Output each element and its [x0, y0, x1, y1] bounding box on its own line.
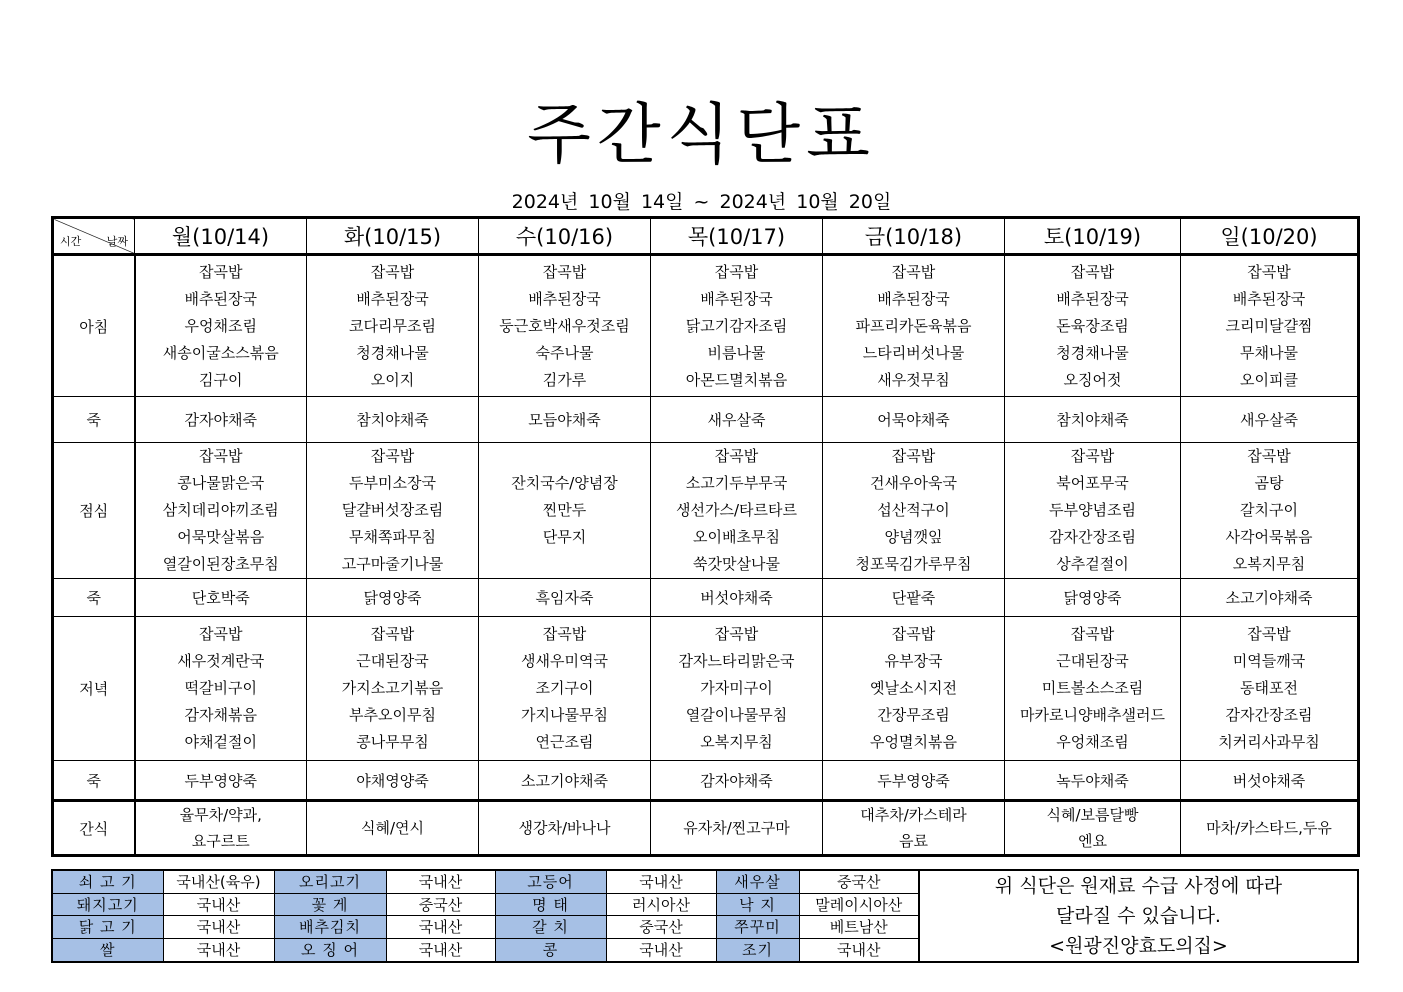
menu-item: 크리미달걀찜 — [1225, 316, 1313, 335]
menu-cell — [823, 443, 1005, 579]
menu-item: 감자간장조림 — [1225, 706, 1313, 724]
menu-cell — [135, 617, 307, 761]
origin-item-label: 새우살 — [716, 870, 799, 893]
origin-item-value: 중국산 — [799, 870, 919, 893]
menu-item: 부추오이무침 — [349, 706, 436, 724]
menu-item: 조기구이 — [535, 679, 594, 697]
menu-cell: 참치야채죽 — [1005, 397, 1181, 443]
menu-item: 오징어젓 — [1063, 370, 1122, 389]
origin-table — [51, 869, 1359, 963]
menu-item: 유자차/찐고구마 — [683, 819, 790, 837]
menu-cell — [1181, 801, 1359, 856]
menu-item: 우엉채조림 — [184, 316, 257, 335]
menu-item: 콩나물맑은국 — [177, 474, 265, 492]
menu-item: 근대된장국 — [356, 652, 429, 670]
menu-cell: 흑임자죽 — [479, 579, 651, 617]
menu-cell: 어묵야채죽 — [823, 397, 1005, 443]
meal-label: 죽 — [53, 761, 135, 801]
menu-item: 엔요 — [1078, 832, 1107, 850]
menu-item: 소고기두부무국 — [685, 474, 788, 492]
meal-label: 아침 — [53, 255, 135, 397]
origin-item-label: 조기 — [716, 939, 799, 962]
corner-time-label: 시간 — [60, 235, 82, 248]
menu-item: 생강차/바나나 — [518, 819, 611, 837]
menu-item: 근대된장국 — [1056, 652, 1129, 670]
menu-item: 삼치데리야끼조림 — [162, 501, 279, 519]
menu-cell — [1005, 443, 1181, 579]
menu-item: 가지소고기볶음 — [341, 679, 444, 697]
origin-row — [52, 870, 1358, 893]
menu-item: 사각어묵볶음 — [1225, 528, 1313, 546]
menu-cell: 녹두야채죽 — [1005, 761, 1181, 801]
menu-cell: 새우살죽 — [1181, 397, 1359, 443]
menu-item: 북어포무국 — [1056, 474, 1129, 492]
menu-item: 돈육장조림 — [1056, 316, 1129, 335]
origin-item-label: 콩 — [495, 939, 606, 962]
menu-item: 미트볼소스조림 — [1041, 679, 1144, 697]
menu-cell: 닭영양죽 — [307, 579, 479, 617]
menu-cell — [135, 443, 307, 579]
meal-row — [53, 617, 1359, 761]
menu-item: 비름나물 — [707, 343, 766, 362]
menu-item: 잡곡밥 — [370, 625, 415, 643]
menu-item: 연근조림 — [535, 733, 594, 751]
menu-item: 율무차/약과, — [179, 806, 262, 824]
menu-item: 배추된장국 — [877, 289, 950, 308]
origin-item-value: 말레이시아산 — [799, 893, 919, 916]
menu-item: 잡곡밥 — [542, 625, 587, 643]
menu-cell — [651, 617, 823, 761]
page-title: 주간식단표 — [527, 96, 876, 173]
origin-item-value: 국내산(육우) — [163, 870, 274, 893]
menu-cell — [651, 443, 823, 579]
menu-cell — [307, 801, 479, 856]
menu-cell: 모듬야채죽 — [479, 397, 651, 443]
date-range: 2024년 10월 14일 ~ 2024년 10월 20일 — [511, 191, 892, 213]
menu-item: 가자미구이 — [700, 679, 773, 697]
menu-item: 새우젓무침 — [877, 370, 950, 389]
origin-item-label: 쭈꾸미 — [716, 916, 799, 939]
menu-item: 오이피클 — [1240, 370, 1298, 389]
menu-item: 갈치구이 — [1240, 501, 1298, 519]
menu-item: 단무지 — [542, 528, 587, 546]
meal-label: 점심 — [53, 443, 135, 579]
meal-row — [53, 801, 1359, 856]
menu-item: 쑥갓맛살나물 — [693, 555, 780, 573]
menu-cell — [479, 801, 651, 856]
origin-item-label: 돼지고기 — [52, 893, 163, 916]
menu-cell — [1181, 617, 1359, 761]
menu-item: 배추된장국 — [1232, 289, 1306, 308]
origin-item-value: 국내산 — [163, 893, 274, 916]
menu-cell — [823, 617, 1005, 761]
menu-item: 닭고기감자조림 — [685, 316, 788, 335]
menu-item: 감자간장조림 — [1049, 528, 1136, 546]
menu-cell: 버섯야채죽 — [1181, 761, 1359, 801]
menu-item: 배추된장국 — [356, 289, 429, 308]
origin-item-label: 닭 고 기 — [52, 916, 163, 939]
menu-item: 코다리무조림 — [349, 316, 436, 335]
day-header: 수(10/16) — [479, 218, 651, 255]
menu-item: 잡곡밥 — [542, 262, 587, 281]
menu-item: 배추된장국 — [1056, 289, 1129, 308]
day-header: 화(10/15) — [307, 218, 479, 255]
menu-item: 요구르트 — [191, 832, 250, 850]
menu-item: 고구마줄기나물 — [341, 555, 444, 573]
menu-cell — [135, 255, 307, 397]
menu-cell: 닭영양죽 — [1005, 579, 1181, 617]
menu-item: 두부미소장국 — [349, 474, 436, 492]
menu-item: 잡곡밥 — [1070, 262, 1115, 281]
menu-item: 배추된장국 — [528, 289, 601, 308]
menu-cell — [479, 443, 651, 579]
meal-row — [53, 397, 1359, 443]
menu-item: 상추겉절이 — [1056, 555, 1129, 573]
menu-item: 오이배초무침 — [693, 528, 780, 546]
menu-item: 잔치국수/양념장 — [511, 474, 618, 492]
menu-item: 청경채나물 — [1056, 343, 1129, 362]
menu-item: 숙주나물 — [535, 343, 594, 362]
menu-item: 우엉멸치볶음 — [870, 733, 957, 751]
menu-item: 아몬드멸치볶음 — [685, 370, 788, 389]
menu-item: 느타리버섯나물 — [862, 343, 965, 362]
menu-cell: 야채영양죽 — [307, 761, 479, 801]
menu-cell — [307, 617, 479, 761]
menu-item: 찐만두 — [542, 501, 587, 519]
menu-cell — [307, 255, 479, 397]
weekly-menu-table — [51, 216, 1360, 857]
corner-date-label: 날짜 — [106, 235, 128, 248]
meal-label: 간식 — [53, 801, 135, 856]
menu-item: 음료 — [899, 832, 928, 850]
menu-item: 유부장국 — [884, 652, 943, 670]
menu-item: 잡곡밥 — [891, 447, 936, 465]
menu-item: 잡곡밥 — [1070, 625, 1115, 643]
origin-item-label: 쇠 고 기 — [52, 870, 163, 893]
menu-cell — [135, 801, 307, 856]
menu-cell — [1005, 255, 1181, 397]
menu-item: 잡곡밥 — [891, 625, 936, 643]
menu-cell — [479, 617, 651, 761]
meal-label: 죽 — [53, 397, 135, 443]
menu-item: 생새우미역국 — [521, 652, 608, 670]
menu-item: 미역들깨국 — [1232, 652, 1306, 670]
menu-cell: 감자야채죽 — [651, 761, 823, 801]
menu-item: 무채쪽파무침 — [349, 528, 436, 546]
origin-item-value: 국내산 — [799, 939, 919, 962]
menu-item: 잡곡밥 — [370, 262, 415, 281]
menu-item: 잡곡밥 — [714, 625, 759, 643]
menu-item: 배추된장국 — [700, 289, 773, 308]
origin-item-value: 국내산 — [163, 939, 274, 962]
day-header: 월(10/14) — [135, 218, 307, 255]
menu-item: 잡곡밥 — [1247, 447, 1291, 465]
origin-item-label: 오 징 어 — [274, 939, 386, 962]
origin-item-label: 고등어 — [495, 870, 606, 893]
menu-cell — [307, 443, 479, 579]
menu-item: 잡곡밥 — [1070, 447, 1115, 465]
menu-item: 달걀버섯장조림 — [341, 501, 444, 519]
menu-item: 어묵맛살볶음 — [177, 528, 265, 546]
origin-item-label: 명 태 — [495, 893, 606, 916]
menu-item: 섭산적구이 — [877, 501, 950, 519]
menu-item: 떡갈비구이 — [184, 679, 257, 697]
meal-row — [53, 579, 1359, 617]
menu-item: 열갈이된장초무침 — [162, 555, 279, 573]
menu-item: 건새우아욱국 — [870, 474, 957, 492]
menu-item: 치커리사과무침 — [1218, 733, 1320, 751]
menu-item: 김가루 — [542, 370, 587, 389]
menu-item: 새송이굴소스볶음 — [162, 343, 279, 362]
origin-item-label: 낙 지 — [716, 893, 799, 916]
day-header: 금(10/18) — [823, 218, 1005, 255]
menu-item: 열갈이나물무침 — [685, 706, 788, 724]
menu-item: 김구이 — [199, 370, 243, 389]
menu-item: 잡곡밥 — [714, 447, 759, 465]
menu-cell — [1005, 617, 1181, 761]
menu-item: 콩나무무침 — [356, 733, 429, 751]
meal-label: 죽 — [53, 579, 135, 617]
menu-item: 배추된장국 — [184, 289, 257, 308]
menu-item: 오이지 — [370, 370, 415, 389]
origin-item-label: 갈 치 — [495, 916, 606, 939]
menu-item: 마카로니양배추샐러드 — [1020, 706, 1165, 724]
notice-line: 위 식단은 원재료 수급 사정에 따라 — [994, 875, 1283, 897]
menu-cell — [1181, 443, 1359, 579]
menu-item: 감자채볶음 — [184, 706, 257, 724]
menu-item: 파프리카돈육볶음 — [855, 316, 972, 335]
menu-item: 잡곡밥 — [199, 447, 243, 465]
menu-cell: 버섯야채죽 — [651, 579, 823, 617]
origin-item-value: 국내산 — [386, 916, 495, 939]
menu-item: 곰탕 — [1254, 474, 1284, 492]
menu-item: 식혜/연시 — [360, 819, 424, 837]
menu-item: 잡곡밥 — [370, 447, 415, 465]
menu-item: 청포묵김가루무침 — [855, 555, 972, 573]
day-header: 토(10/19) — [1005, 218, 1181, 255]
menu-item: 식혜/보름달빵 — [1046, 806, 1139, 824]
origin-item-label: 꽃 게 — [274, 893, 386, 916]
menu-item: 청경채나물 — [356, 343, 429, 362]
menu-item: 오복지무침 — [700, 733, 773, 751]
notice-box — [919, 870, 1358, 962]
menu-item: 우엉채조림 — [1056, 733, 1129, 751]
menu-item: 감자느타리맑은국 — [678, 652, 795, 670]
menu-cell: 새우살죽 — [651, 397, 823, 443]
menu-cell: 두부영양죽 — [823, 761, 1005, 801]
meal-row — [53, 761, 1359, 801]
origin-item-value: 국내산 — [386, 939, 495, 962]
menu-item: 잡곡밥 — [199, 262, 243, 281]
menu-item: 둥근호박새우젓조림 — [499, 316, 630, 335]
origin-item-value: 국내산 — [606, 939, 716, 962]
menu-cell — [823, 801, 1005, 856]
menu-item — [479, 551, 650, 578]
menu-item: 야채겉절이 — [184, 733, 257, 751]
meal-label: 저녁 — [53, 617, 135, 761]
origin-item-value: 국내산 — [163, 916, 274, 939]
menu-cell: 감자야채죽 — [135, 397, 307, 443]
menu-item: 잡곡밥 — [1247, 262, 1291, 281]
origin-item-label: 오리고기 — [274, 870, 386, 893]
menu-item — [479, 443, 650, 470]
menu-item: 동태포전 — [1240, 679, 1298, 697]
menu-cell: 참치야채죽 — [307, 397, 479, 443]
menu-item: 가지나물무침 — [521, 706, 608, 724]
menu-item: 잡곡밥 — [714, 262, 759, 281]
notice-line: <원광진양효도의집> — [1049, 935, 1228, 957]
origin-item-value: 중국산 — [606, 916, 716, 939]
menu-item: 생선가스/타르타르 — [676, 501, 797, 519]
menu-item: 잡곡밥 — [891, 262, 936, 281]
header-row — [53, 218, 1359, 255]
corner-cell — [53, 218, 135, 255]
menu-cell: 소고기야채죽 — [479, 761, 651, 801]
menu-cell — [823, 255, 1005, 397]
origin-item-label: 쌀 — [52, 939, 163, 962]
menu-item: 오복지무침 — [1232, 555, 1306, 573]
menu-cell — [651, 801, 823, 856]
menu-item: 새우젓계란국 — [177, 652, 265, 670]
day-header: 목(10/17) — [651, 218, 823, 255]
menu-cell: 단호박죽 — [135, 579, 307, 617]
menu-item: 대추차/카스테라 — [860, 806, 967, 824]
menu-cell — [651, 255, 823, 397]
origin-item-value: 중국산 — [386, 893, 495, 916]
menu-item: 잡곡밥 — [199, 625, 243, 643]
meal-row — [53, 443, 1359, 579]
menu-cell — [1005, 801, 1181, 856]
menu-cell — [1181, 255, 1359, 397]
menu-cell: 단팥죽 — [823, 579, 1005, 617]
menu-item: 옛날소시지전 — [870, 679, 957, 697]
notice-line: 달라질 수 있습니다. — [1056, 905, 1221, 927]
menu-item: 두부양념조림 — [1049, 501, 1136, 519]
origin-item-value: 러시아산 — [606, 893, 716, 916]
origin-item-value: 국내산 — [386, 870, 495, 893]
origin-item-value: 베트남산 — [799, 916, 919, 939]
day-header: 일(10/20) — [1181, 218, 1359, 255]
origin-item-value: 국내산 — [606, 870, 716, 893]
menu-item: 잡곡밥 — [1247, 625, 1291, 643]
meal-row — [53, 255, 1359, 397]
menu-item: 양념깻잎 — [884, 528, 943, 546]
menu-item: 무채나물 — [1240, 343, 1298, 362]
menu-cell: 두부영양죽 — [135, 761, 307, 801]
menu-cell: 소고기야채죽 — [1181, 579, 1359, 617]
menu-cell — [479, 255, 651, 397]
origin-item-label: 배추김치 — [274, 916, 386, 939]
menu-item: 마차/카스타드,두유 — [1206, 819, 1332, 837]
menu-item: 간장무조림 — [877, 706, 950, 724]
